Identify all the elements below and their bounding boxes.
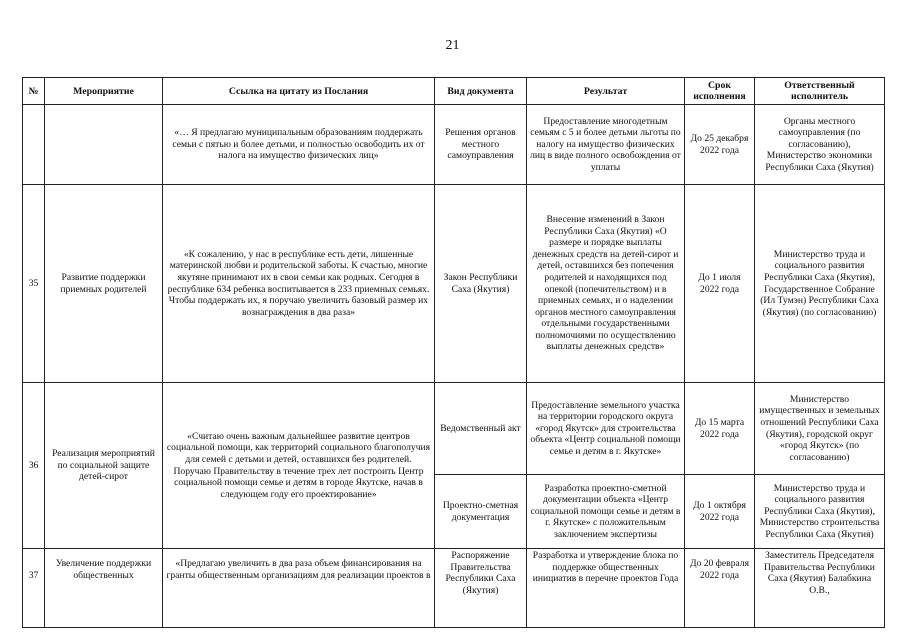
- cell-result-wrap: [527, 549, 685, 628]
- cell-deadline: До 1 июля 2022 года: [685, 185, 755, 383]
- header-responsible: Ответственный исполнитель: [755, 78, 885, 105]
- header-deadline: Срок исполнения: [685, 78, 755, 105]
- cell-quote: «… Я предлагаю муниципальным образованиям поддержать семьи с пятью и более детьми, и полностью освободить их от налога на имущество физических лиц»: [163, 105, 435, 185]
- cell-num: 35: [23, 185, 45, 383]
- cell-deadline: До 20 февраля 2022 года: [689, 558, 750, 581]
- cell-responsible: Министерство труда и социального развития Республики Саха (Якутия), Министерство строительства Республики Саха (Якутия): [755, 475, 885, 549]
- cell-event: Увеличение поддержки общественных: [55, 558, 152, 581]
- cell-event: Реализация мероприятий по социальной защите детей-сирот: [45, 383, 163, 549]
- cell-responsible: Министерство труда и социального развития Республики Саха (Якутия), Государственное Собрание (Ил Тумэн) Республики Саха (Якутия) (по согласованию): [755, 185, 885, 383]
- cell-quote-wrap: [163, 549, 435, 628]
- cell-deadline: До 15 марта 2022 года: [685, 383, 755, 475]
- cell-result: Разработка и утверждение блока по поддержке общественных инициатив в перечне проектов Года: [532, 550, 679, 585]
- cell-result: Предоставление земельного участка на территории городского округа «город Якутск» для строительства объекта «Центр социальной помощи семье и детям в г. Якутске»: [527, 383, 685, 475]
- cell-responsible: Органы местного самоуправления (по согласованию), Министерство экономики Республики Саха (Якутия): [755, 105, 885, 185]
- cell-result: Внесение изменений в Закон Республики Саха (Якутия) «О размере и порядке выплаты денежных средств на детей-сирот и детей, оставшихся без попечения родителей и находящихся под опекой (попечительством) и в приемных семьях, и о наделении органов местного самоуправления отдельными государственными полномочиями по осуществлению выплаты денежных средств»: [527, 185, 685, 383]
- table-row: [23, 383, 885, 475]
- cell-event-wrap: [45, 549, 163, 628]
- cell-doc-type: Закон Республики Саха (Якутия): [435, 185, 527, 383]
- plan-table: [22, 77, 885, 628]
- cell-event: Развитие поддержки приемных родителей: [45, 185, 163, 383]
- cell-deadline-wrap: [685, 549, 755, 628]
- cell-quote: «Предлагаю увеличить в два раза объем финансирования на гранты общественным организациям для реализации проектов в: [166, 558, 431, 581]
- cell-responsible-wrap: [755, 549, 885, 628]
- page-number: 21: [445, 38, 460, 53]
- cell-num: [23, 105, 45, 185]
- cell-responsible: Министерство имущественных и земельных отношений Республики Саха (Якутия), городской округ «город Якутск» (по согласованию): [755, 383, 885, 475]
- table-row: [23, 185, 885, 383]
- cell-doc-type: Проектно-сметная документация: [435, 475, 527, 549]
- table-header-row: [23, 78, 885, 105]
- cell-event: [45, 105, 163, 185]
- header-doc-type: Вид документа: [435, 78, 527, 105]
- cell-num: 37: [28, 570, 39, 581]
- cell-quote: «Считаю очень важным дальнейшее развитие центров социальной помощи, как территорий социального благополучия для семей с детьми и детей, оставшихся без родителей. Поручаю Правительству в течение трех лет построить Центр социальной помощи семье и детям в городе Якутске, начав в следующем году его проектирование»: [163, 383, 435, 549]
- header-event: Мероприятие: [45, 78, 163, 105]
- header-quote: Ссылка на цитату из Послания: [163, 78, 435, 105]
- cell-num: 36: [23, 383, 45, 549]
- cell-result: Разработка проектно-сметной документации объекта «Центр социальной помощи семье и детям в г. Якутске» с положительным заключением экспертизы: [527, 475, 685, 549]
- cell-deadline: До 1 октября 2022 года: [685, 475, 755, 549]
- cell-responsible: Заместитель Председателя Правительства Республики Саха (Якутия) Балабкина О.В.,: [764, 550, 875, 596]
- cell-doc-type: Решения органов местного самоуправления: [435, 105, 527, 185]
- cell-result: Предоставление многодетным семьям с 5 и более детьми льготы по налогу на имущество физических лиц в виде полного освобождения от уплаты: [527, 105, 685, 185]
- table-row: [23, 549, 885, 628]
- cell-quote: «К сожалению, у нас в республике есть дети, лишенные материнской любви и родительской заботы. К счастью, многие якутяне принимают их в свои семьи как родных. Сегодня в республике 634 ребенка воспитывается в 233 приемных семьях. Чтобы поддержать их, я поручаю увеличить базовый размер их вознаграждения в два раза»: [163, 185, 435, 383]
- cell-num-wrap: [23, 549, 45, 628]
- cell-doc-type-wrap: [435, 549, 527, 628]
- header-num: №: [23, 78, 45, 105]
- cell-doc-type: Ведомственный акт: [435, 383, 527, 475]
- cell-deadline: До 25 декабря 2022 года: [685, 105, 755, 185]
- table-row: [23, 105, 885, 185]
- cell-doc-type: Распоряжение Правительства Республики Саха (Якутия): [445, 550, 516, 596]
- header-result: Результат: [527, 78, 685, 105]
